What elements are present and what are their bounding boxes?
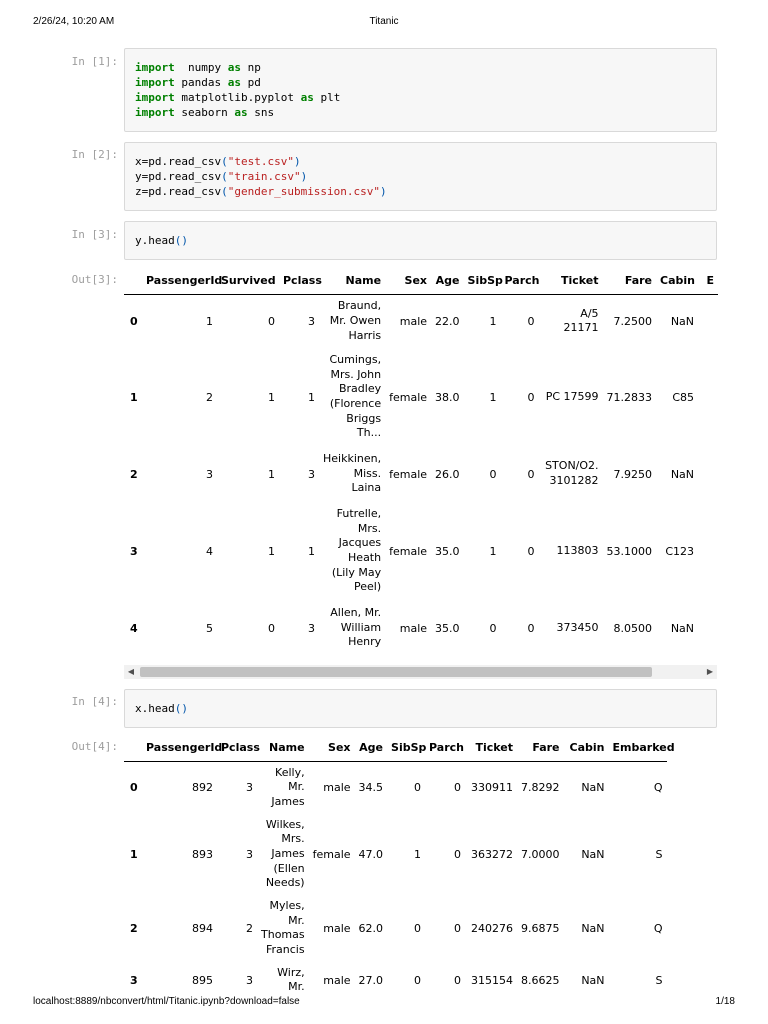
code-line: y.head (135, 234, 175, 247)
print-datetime: 2/26/24, 10:20 AM (33, 16, 115, 27)
row-index: 0 (130, 314, 138, 328)
code-paren: ) (300, 170, 308, 183)
table-row (124, 294, 718, 348)
table-cell: 240276 (471, 921, 514, 935)
code-paren: ) (380, 185, 387, 198)
table-cell: 373450 (556, 620, 599, 634)
row-index: 3 (130, 973, 138, 987)
code-text: matplotlib.pyplot (174, 91, 301, 104)
table-cell: Wirz, Mr. (277, 965, 305, 994)
table-cell: Futrelle, Mrs. Jacques Heath (Lily May Peel) (331, 507, 382, 594)
code-cell-3[interactable] (124, 221, 717, 260)
column-header: PassengerId (142, 266, 217, 294)
code-text: numpy (174, 61, 228, 74)
table-cell: 7.2500 (613, 314, 653, 328)
table-cell: NaN (670, 467, 695, 481)
table-cell: NaN (581, 921, 605, 935)
column-header (124, 733, 142, 761)
column-header: Name (319, 266, 385, 294)
table-cell: A/5 21171 (563, 306, 599, 335)
table-row (124, 348, 718, 446)
train-head-table (124, 266, 718, 656)
print-header (33, 16, 735, 30)
table-cell: Wilkes, Mrs. James (Ellen Needs) (265, 817, 305, 890)
table-cell: Cumings, Mrs. John Bradley (Florence Briggs Th... (329, 353, 382, 440)
table-cell: 1 (489, 390, 497, 404)
code-text: sns (247, 106, 275, 119)
table-cell: 3 (308, 467, 315, 481)
table-cell: Q (653, 921, 663, 935)
table-cell: 3 (308, 314, 315, 328)
table-cell (698, 446, 718, 502)
table-cell: male (323, 921, 351, 935)
column-header: PassengerId (142, 733, 217, 761)
table-cell: NaN (581, 973, 605, 987)
horizontal-scrollbar[interactable] (124, 665, 717, 679)
row-index: 2 (130, 921, 138, 935)
table-cell: 895 (192, 973, 213, 987)
code-text: plt (313, 91, 341, 104)
table-cell: male (399, 314, 428, 328)
code-line (135, 75, 706, 90)
table-cell: PC 17599 (545, 389, 599, 403)
table-cell: 113803 (556, 543, 599, 557)
table-cell: female (312, 847, 351, 861)
code-paren: () (174, 702, 188, 715)
cell-4-out-prompt: Out[4]: (71, 740, 118, 753)
table-cell: 0 (454, 847, 462, 861)
code-string: "test.csv" (227, 155, 294, 168)
row-index: 1 (130, 390, 138, 404)
table-cell (698, 502, 718, 600)
code-line (135, 60, 706, 75)
code-line (135, 154, 706, 169)
table-cell: 4 (206, 544, 213, 558)
table-cell: male (323, 780, 351, 794)
table-cell: 38.0 (435, 390, 460, 404)
row-index: 0 (130, 780, 138, 794)
table-cell: 1 (268, 467, 275, 481)
code-text: seaborn (174, 106, 235, 119)
column-header: Ticket (465, 733, 517, 761)
table-cell: 0 (527, 467, 535, 481)
print-title: Titanic (369, 16, 399, 27)
code-text: z=pd.read_csv (135, 185, 222, 198)
cell-1-in-prompt: In [1]: (71, 55, 118, 68)
column-header: Sex (309, 733, 355, 761)
table-cell (698, 600, 718, 656)
code-line (135, 105, 706, 120)
code-keyword: as (227, 61, 241, 74)
table-cell: 0 (527, 390, 535, 404)
table-cell: 0 (527, 621, 535, 635)
row-index: 4 (130, 621, 138, 635)
table-cell: 2 (206, 390, 213, 404)
column-header: Embarked (609, 733, 667, 761)
table-cell: 7.8292 (521, 780, 560, 794)
table-cell: 0 (489, 467, 497, 481)
cell-3-in-prompt: In [3]: (71, 228, 118, 241)
table-cell: 35.0 (435, 544, 460, 558)
code-paren: () (174, 234, 188, 247)
code-paren: ) (293, 155, 301, 168)
table-cell: 0 (454, 921, 462, 935)
table-row (124, 600, 718, 656)
table-cell: 0 (527, 544, 535, 558)
code-cell-1[interactable] (124, 48, 717, 132)
scroll-left-icon[interactable]: ◀ (127, 667, 135, 676)
table-cell: STON/O2. 3101282 (545, 459, 599, 487)
table-row (124, 895, 667, 961)
code-string: "gender_submission.csv" (227, 185, 381, 198)
table-cell: 3 (246, 973, 253, 987)
table-row (124, 962, 667, 999)
table-cell: Q (653, 780, 663, 794)
table-row (124, 446, 718, 502)
column-header: E (698, 266, 718, 294)
code-cell-4[interactable] (124, 689, 717, 728)
table-cell: 3 (246, 847, 253, 861)
table-cell: 9.6875 (521, 921, 560, 935)
cell-3-out-prompt: Out[3]: (71, 273, 118, 286)
table-cell: 1 (268, 390, 275, 404)
table-cell: male (323, 973, 351, 987)
print-footer (33, 996, 735, 1010)
table-cell: 0 (414, 973, 422, 987)
table-cell: C123 (665, 544, 695, 558)
table-cell: 0 (527, 314, 535, 328)
table-cell: male (399, 621, 428, 635)
table-cell: 7.9250 (613, 467, 653, 481)
code-text: x=pd.read_csv (135, 155, 222, 168)
table-cell: 71.2833 (606, 390, 653, 404)
column-header: Ticket (539, 266, 603, 294)
table-cell: 1 (414, 847, 422, 861)
table-cell: 34.5 (358, 780, 384, 794)
table-cell: 5 (206, 621, 213, 635)
table-row (124, 502, 718, 600)
code-keyword: as (234, 106, 248, 119)
code-paren: ( (221, 185, 228, 198)
table-cell: 3 (206, 467, 213, 481)
table-cell: 0 (268, 621, 275, 635)
cell-2-in-prompt: In [2]: (71, 148, 118, 161)
print-page-number: 1/18 (715, 996, 735, 1007)
column-header: Sex (385, 266, 431, 294)
code-line (135, 184, 706, 199)
scroll-right-icon[interactable]: ▶ (706, 667, 714, 676)
table-cell: 1 (308, 390, 315, 404)
table-cell: female (389, 390, 428, 404)
table-cell: 3 (246, 780, 253, 794)
row-index: 3 (130, 544, 138, 558)
table-cell: 0 (268, 314, 275, 328)
cell-4-in-prompt: In [4]: (71, 695, 118, 708)
code-paren: ( (221, 170, 228, 183)
code-string: "train.csv" (227, 170, 301, 183)
table-cell: female (389, 544, 428, 558)
table-cell: 1 (206, 314, 213, 328)
table-cell: NaN (581, 847, 605, 861)
column-header: Cabin (564, 733, 609, 761)
table-header-row (124, 266, 718, 294)
table-cell: C85 (672, 390, 695, 404)
table-cell: 62.0 (358, 921, 384, 935)
table-cell (698, 294, 718, 348)
column-header: Fare (517, 733, 564, 761)
column-header: Pclass (279, 266, 319, 294)
column-header (124, 266, 142, 294)
table-cell: 0 (454, 780, 462, 794)
table-cell: 35.0 (435, 621, 460, 635)
column-header: Cabin (656, 266, 698, 294)
table-cell: 47.0 (358, 847, 384, 861)
table-cell: Braund, Mr. Owen Harris (329, 299, 382, 342)
code-keyword: import (135, 106, 175, 119)
column-header: Survived (217, 266, 279, 294)
code-line (135, 169, 706, 184)
table-cell: 53.1000 (606, 544, 653, 558)
code-keyword: as (300, 91, 314, 104)
table-cell: 0 (414, 921, 422, 935)
table-cell: NaN (670, 621, 695, 635)
row-index: 1 (130, 847, 138, 861)
table-cell: 1 (489, 544, 497, 558)
column-header: Name (257, 733, 309, 761)
print-url: localhost:8889/nbconvert/html/Titanic.ipynb?download=false (33, 996, 300, 1007)
table-cell: Allen, Mr. William Henry (330, 606, 382, 649)
train-head-table-container[interactable] (124, 266, 717, 664)
code-cell-2[interactable] (124, 142, 717, 211)
table-row (124, 761, 667, 813)
table-cell (698, 348, 718, 446)
test-head-table (124, 733, 675, 999)
code-keyword: import (135, 61, 175, 74)
table-cell: 363272 (471, 847, 514, 861)
table-cell: 1 (268, 544, 275, 558)
code-text: pandas (174, 76, 228, 89)
table-cell: 0 (414, 780, 422, 794)
code-line (135, 90, 706, 105)
table-cell: Kelly, Mr. James (271, 765, 305, 808)
column-header: SibSp (464, 266, 501, 294)
table-cell: NaN (670, 314, 695, 328)
table-cell: 892 (192, 780, 213, 794)
row-index: 2 (130, 467, 138, 481)
code-line: x.head (135, 702, 175, 715)
test-head-table-container[interactable] (124, 733, 717, 994)
column-header: Age (431, 266, 464, 294)
table-cell: 315154 (471, 973, 514, 987)
table-cell: 1 (489, 314, 497, 328)
table-cell: Heikkinen, Miss. Laina (323, 452, 382, 495)
table-cell: 0 (489, 621, 497, 635)
table-cell: 1 (308, 544, 315, 558)
table-header-row (124, 733, 667, 761)
table-cell: 3 (308, 621, 315, 635)
code-text: y=pd.read_csv (135, 170, 222, 183)
table-cell: S (655, 847, 663, 861)
table-cell: 2 (246, 921, 253, 935)
code-keyword: import (135, 91, 175, 104)
table-cell: 8.0500 (613, 621, 653, 635)
table-cell: 7.0000 (521, 847, 560, 861)
table-cell: 22.0 (435, 314, 460, 328)
column-header: Pclass (217, 733, 257, 761)
code-paren: ( (221, 155, 228, 168)
table-cell: S (655, 973, 663, 987)
table-cell: Myles, Mr. Thomas Francis (261, 899, 305, 957)
column-header: Fare (603, 266, 657, 294)
column-header: Age (355, 733, 388, 761)
table-cell: 893 (192, 847, 213, 861)
code-text: np (240, 61, 261, 74)
table-row (124, 813, 667, 895)
table-cell: 8.6625 (521, 973, 560, 987)
table-cell: 27.0 (358, 973, 384, 987)
table-cell: 330911 (471, 780, 514, 794)
code-text: pd (240, 76, 261, 89)
table-cell: 0 (454, 973, 462, 987)
table-cell: female (389, 467, 428, 481)
scrollbar-thumb[interactable] (140, 667, 652, 677)
column-header: SibSp (387, 733, 425, 761)
table-cell: 894 (192, 921, 213, 935)
code-keyword: import (135, 76, 175, 89)
table-cell: NaN (581, 780, 605, 794)
column-header: Parch (501, 266, 539, 294)
code-keyword: as (227, 76, 241, 89)
table-cell: 26.0 (435, 467, 460, 481)
column-header: Parch (425, 733, 465, 761)
